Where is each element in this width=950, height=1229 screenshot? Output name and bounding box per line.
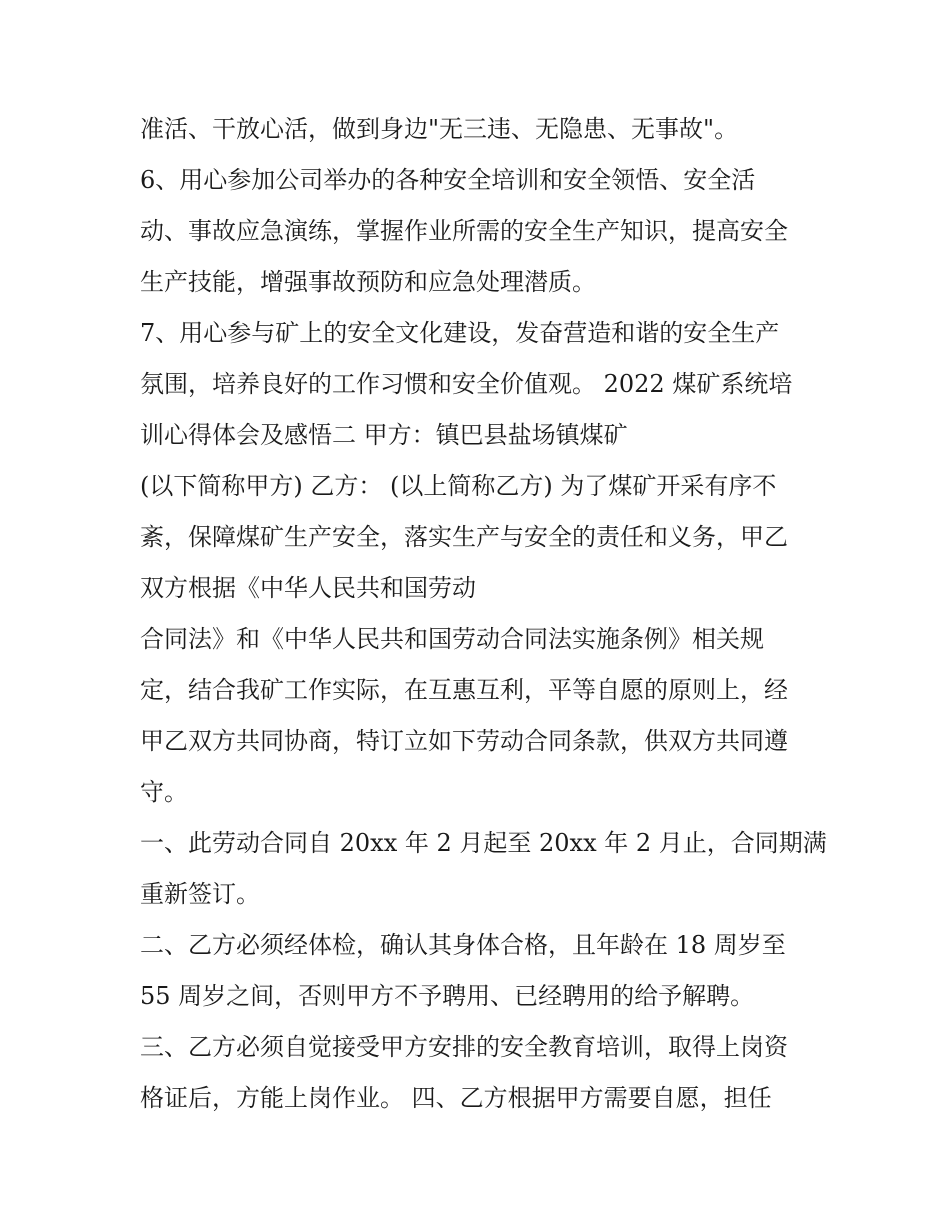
text-line: 紊，保障煤矿生产安全，落实生产与安全的责任和义务，甲乙 xyxy=(140,523,788,551)
text-line: 甲乙双方共同协商，特订立如下劳动合同条款，供双方共同遵 xyxy=(140,727,788,755)
text-line: 氛围，培养良好的工作习惯和安全价值观。 2022 煤矿系统培 xyxy=(140,370,793,398)
text-line: 一、此劳动合同自 20xx 年 2 月起至 20xx 年 2 月止，合同期满 xyxy=(140,829,827,857)
text-line: 守。 xyxy=(140,778,188,806)
text-line: 生产技能，增强事故预防和应急处理潜质。 xyxy=(140,268,596,296)
text-line: 定，结合我矿工作实际，在互惠互利，平等自愿的原则上，经 xyxy=(140,676,788,704)
text-line: 三、乙方必须自觉接受甲方安排的安全教育培训，取得上岗资 xyxy=(140,1033,788,1061)
text-line: 准活、干放心活，做到身边"无三违、无隐患、无事故"。 xyxy=(140,115,739,143)
text-line: 7、用心参与矿上的安全文化建设，发奋营造和谐的安全生产 xyxy=(140,319,780,347)
text-line: 合同法》和《中华人民共和国劳动合同法实施条例》相关规 xyxy=(140,625,764,653)
text-line: (以下简称甲方) 乙方： (以上简称乙方) 为了煤矿开采有序不 xyxy=(140,472,777,500)
text-line: 55 周岁之间，否则甲方不予聘用、已经聘用的给予解聘。 xyxy=(140,982,755,1010)
text-line: 重新签订。 xyxy=(140,880,260,908)
text-line: 二、乙方必须经体检，确认其身体合格，且年龄在 18 周岁至 xyxy=(140,931,786,959)
text-line: 双方根据《中华人民共和国劳动 xyxy=(140,574,476,602)
text-line: 格证后，方能上岗作业。 四、乙方根据甲方需要自愿，担任 xyxy=(140,1084,772,1112)
text-line: 动、事故应急演练，掌握作业所需的安全生产知识，提高安全 xyxy=(140,217,788,245)
document-body xyxy=(140,104,827,1124)
text-line: 训心得体会及感悟二 甲方：镇巴县盐场镇煤矿 xyxy=(140,421,628,449)
text-line: 6、用心参加公司举办的各种安全培训和安全领悟、安全活 xyxy=(140,166,756,194)
